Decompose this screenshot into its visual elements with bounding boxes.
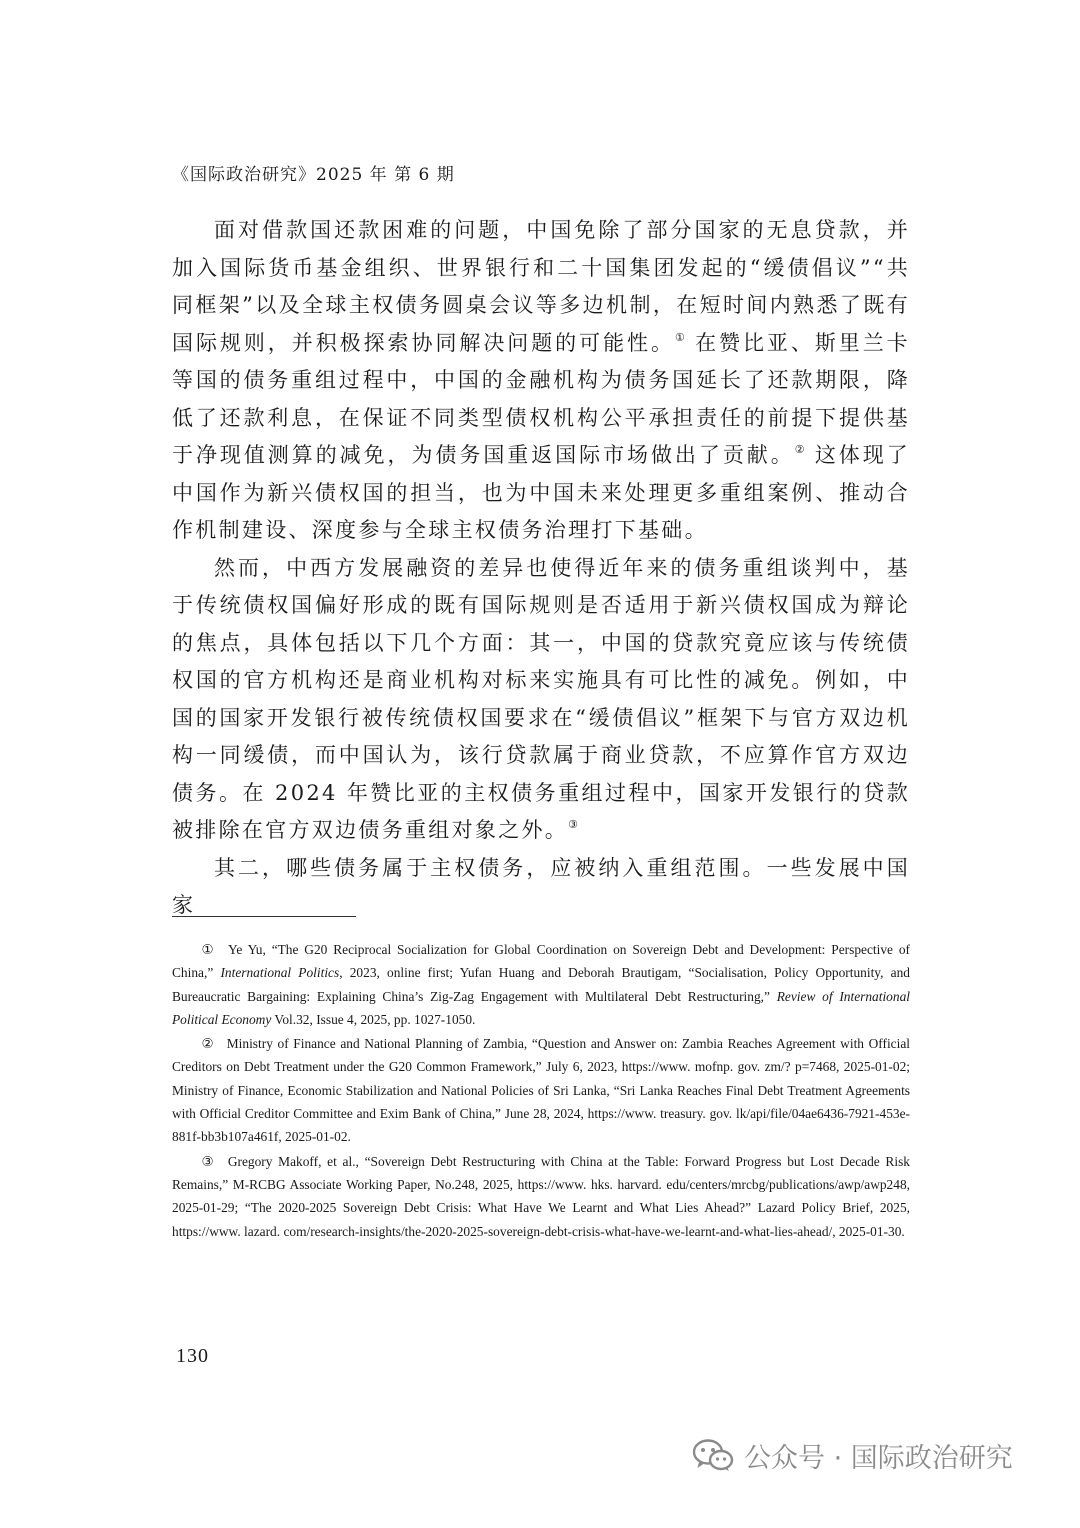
footnote-1: ① Ye Yu, “The G20 Reciprocal Socialization for Global Coordination on Sovereign Debt and Development: Perspective of China,” International Politics, 2023, online first; Yufan Huang and Deborah Brautigam, “Socialisation, Policy Opportunity, and Bureaucratic Bargaining: Explaining China’s Zig-Zag Engagement with Multilateral Debt Restructuring,” Review of International Political Economy Vol.32, Issue 4, 2025, pp. 1027-1050. xyxy=(172,942,910,1027)
body-text xyxy=(172,212,910,925)
footnote-3: ③ Gregory Makoff, et al., “Sovereign Debt Restructuring with China at the Table: Forward Progress but Lost Decade Risk Remains,” M-RCBG Associate Working Paper, No.248, 2025, https://www. hks. harvard. edu/centers/mrcbg/publications/awp/awp248, 2025-01-29; “The 2020-2025 Sovereign Debt Crisis: What Have We Learnt and What Lies Ahead?” Lazard Policy Brief, 2025, https://www. lazard. com/research-insights/the-2020-2025-sovereign-debt-crisis-what-have-we-learnt-and-what-lies-ahead/, 2025-01-30. xyxy=(172,1153,910,1239)
footnote-ref-1[interactable]: ① xyxy=(674,330,686,344)
journal-title: International Politics xyxy=(220,965,340,981)
footnote-ref-3[interactable]: ③ xyxy=(568,818,578,831)
running-head: 《国际政治研究》2025 年 第 6 期 xyxy=(172,165,455,185)
wechat-icon xyxy=(692,1438,734,1472)
footnote-2: ② Ministry of Finance and National Planning of Zambia, “Question and Answer on: Zambia Reaches Agreement with Official Creditors on Debt Treatment under the G20 Common Framework,” July 6, 2023, https://www. mofnp. gov. zm/? p=7468, 2025-01-02; Ministry of Finance, Economic Stabilization and National Policies of Sri Lanka, “Sri Lanka Reaches Final Debt Treatment Agreements with Official Creditor Committee and Exim Bank of China,” June 28, 2024, https://www. treasury. gov. lk/api/file/04ae6436-7921-453e-881f-bb3b107a461f, 2025-01-02. xyxy=(172,1036,911,1145)
paragraph-3: 其二，哪些债务属于主权债务，应被纳入重组范围。一些发展中国家 xyxy=(172,855,910,917)
footnote-mark-3: ③ xyxy=(201,1153,216,1169)
footnote-divider xyxy=(172,916,356,917)
footnote-ref-2[interactable]: ② xyxy=(794,443,806,456)
watermark-label: 公众号 · 国际政治研究 xyxy=(744,1442,1013,1474)
watermark xyxy=(692,1432,1013,1478)
paragraph-2: 然而，中西方发展融资的差异也使得近年来的债务重组谈判中，基于传统债权国偏好形成的既有国际规则是否适用于新兴债权国成为辩论的焦点，具体包括以下几个方面：其一，中国的贷款究竟应该与传统债权国的官方机构还是商业机构对标来实施具有可比性的减免。例如，中国的国家开发银行被传统债权国要求在“缓债倡议”框架下与官方双边机构一同缓债，而中国认为，该行贷款属于商业贷款，不应算作官方双边债务。在 2024 年赞比亚的主权债务重组过程中，国家开发银行的贷款被排除在官方双边债务重组对象之外。③ xyxy=(172,555,910,842)
page-number: 130 xyxy=(176,1345,209,1367)
journal-title: Review of International Political Economy xyxy=(172,988,910,1027)
footnotes xyxy=(172,938,910,1244)
footnote-mark-2: ② xyxy=(201,1036,215,1052)
paragraph-1: 面对借款国还款困难的问题，中国免除了部分国家的无息贷款，并加入国际货币基金组织、世界银行和二十国集团发起的“缓债倡议”“共同框架”以及全球主权债务圆桌会议等多边机制，在短时间内熟悉了既有国际规则，并积极探索协同解决问题的可能性。① 在赞比亚、斯里兰卡等国的债务重组过程中，中国的金融机构为债务国延长了还款期限，降低了还款利息，在保证不同类型债权机构公平承担责任的前提下提供基于净现值测算的减免，为债务国重返国际市场做出了贡献。② 这体现了中国作为新兴债权国的担当，也为中国未来处理更多重组案例、推动合作机制建设、深度参与全球主权债务治理打下基础。 xyxy=(172,218,910,542)
footnote-mark-1: ① xyxy=(201,942,216,957)
